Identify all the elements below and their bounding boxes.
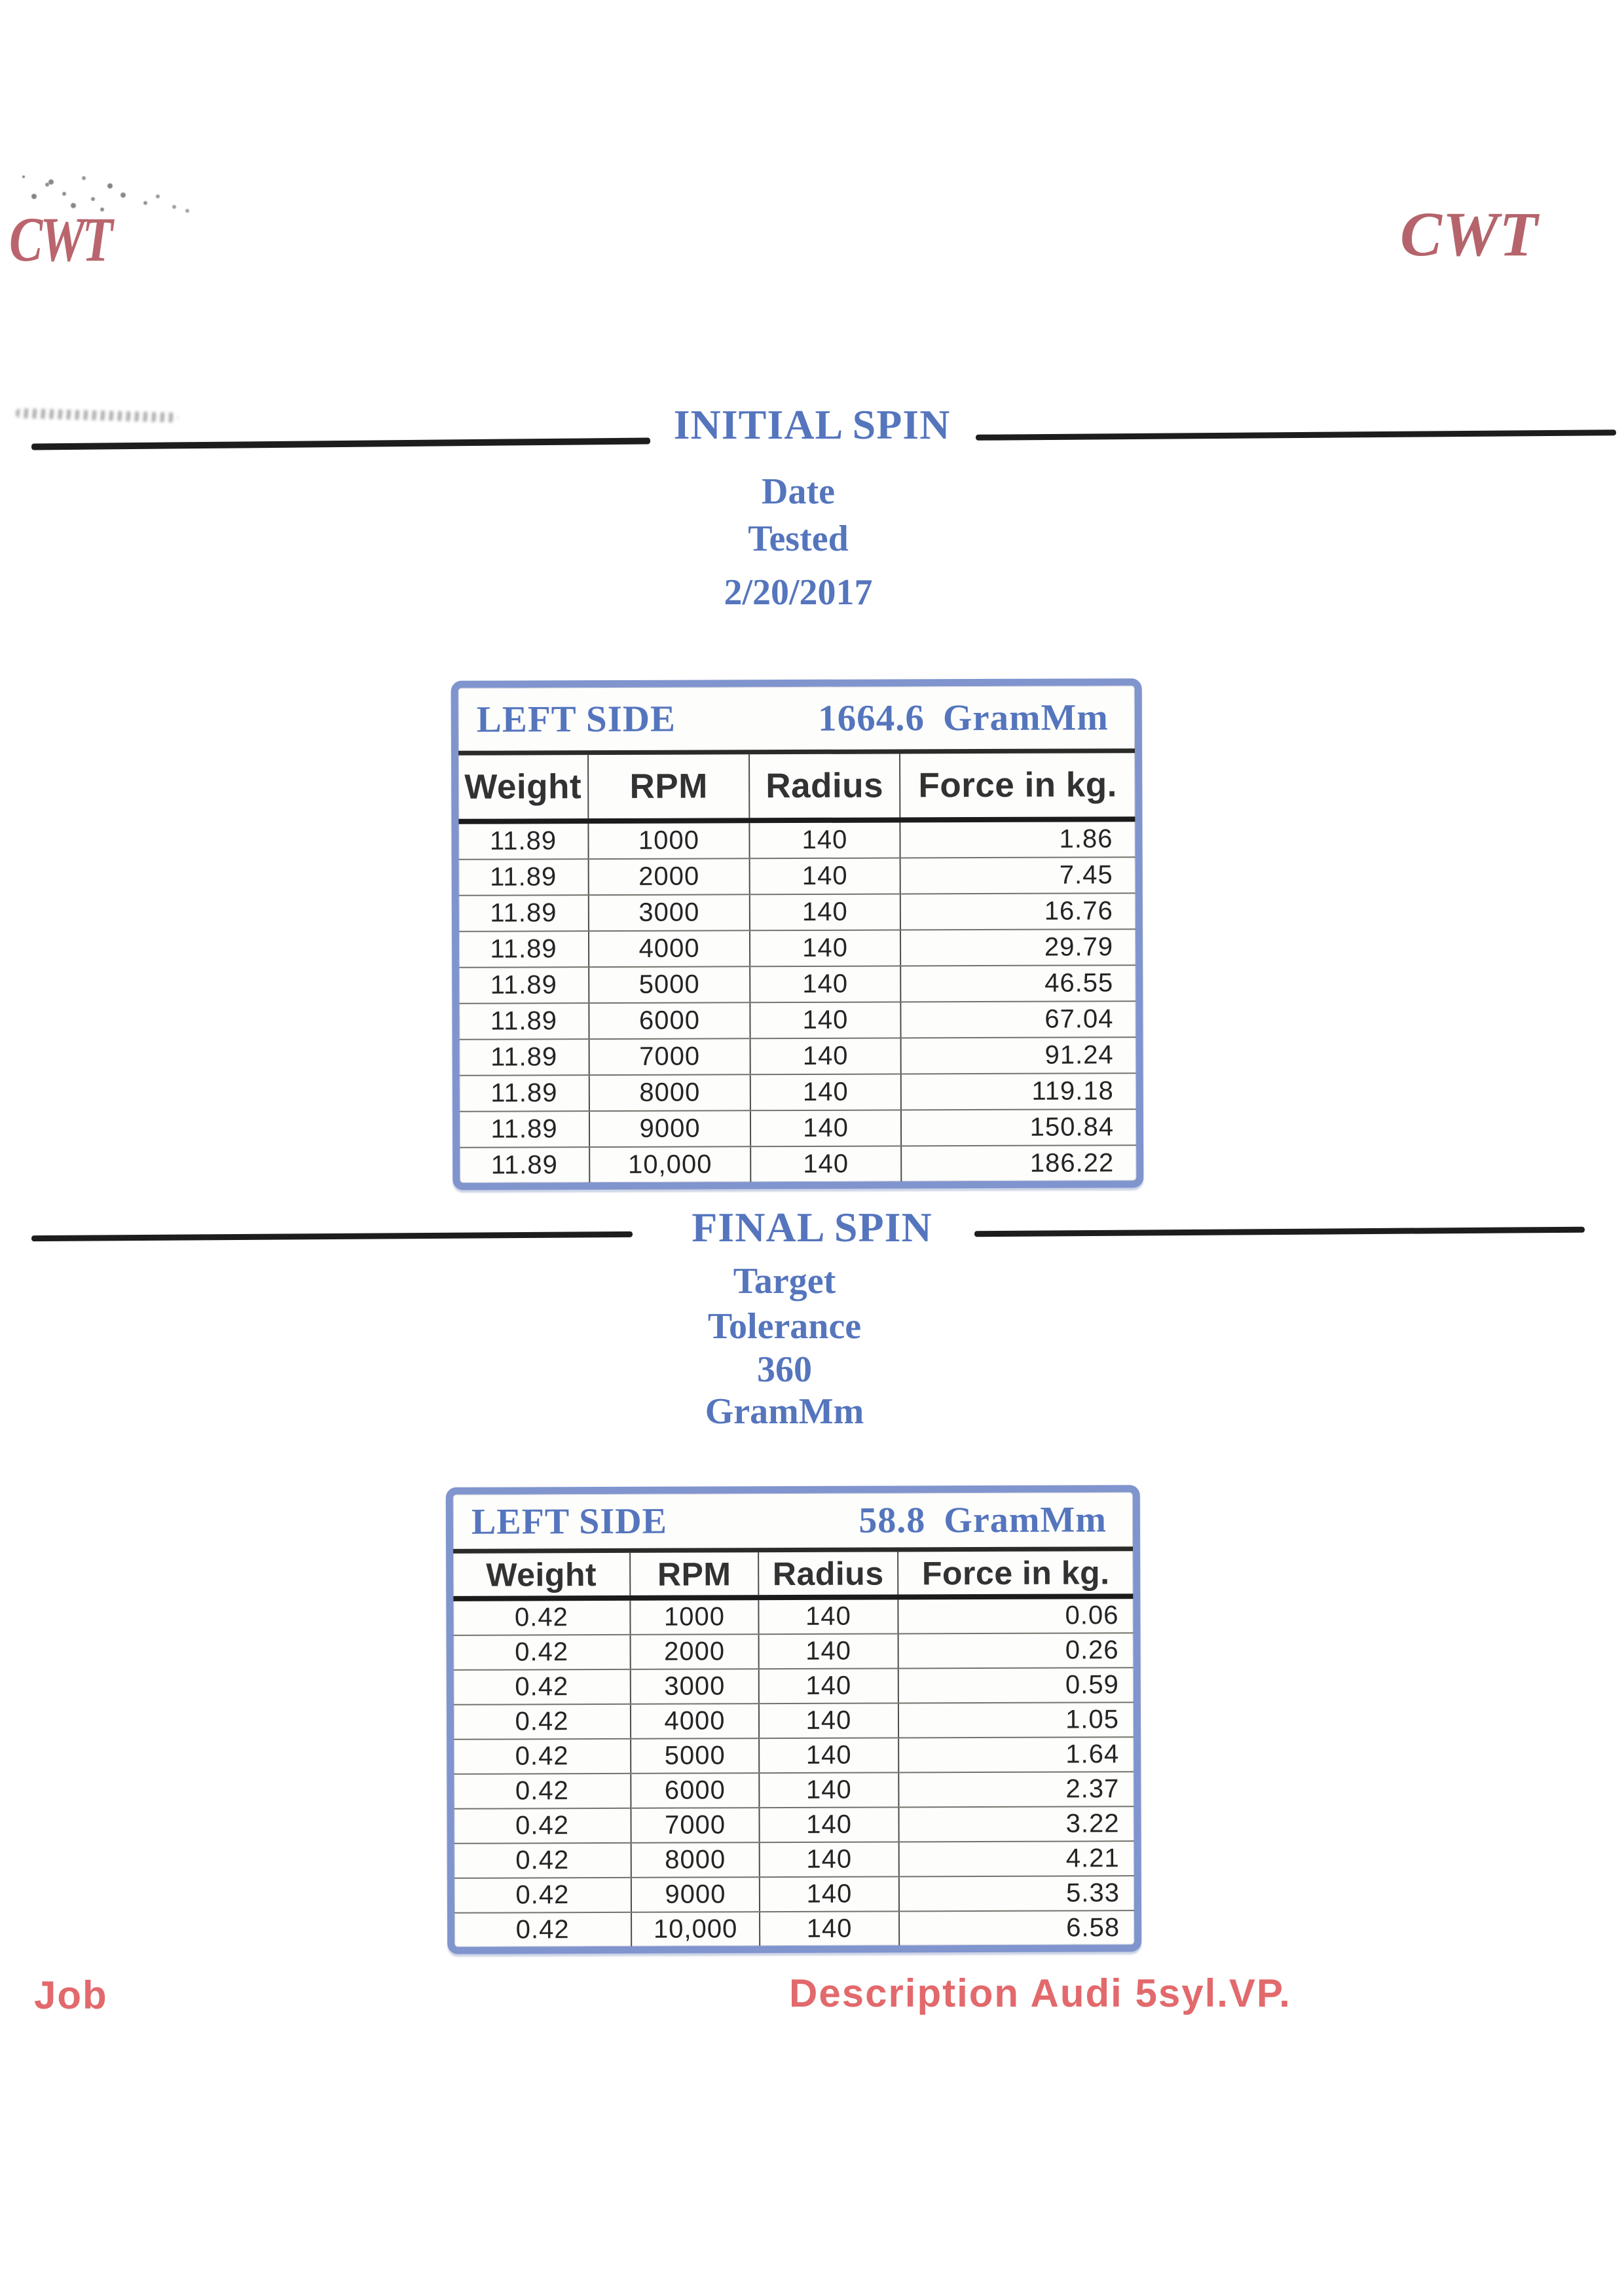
table-row bbox=[454, 1771, 1134, 1808]
cwt-logo-left: CWT bbox=[9, 204, 111, 274]
table-row bbox=[459, 964, 1135, 1003]
table-cell: 4000 bbox=[588, 931, 749, 966]
table-cell: 140 bbox=[759, 1877, 898, 1911]
column-header: Force in kg. bbox=[899, 753, 1135, 817]
column-header: Weight bbox=[464, 767, 582, 807]
table-cell: 29.79 bbox=[900, 930, 1135, 965]
table-row bbox=[460, 1072, 1136, 1111]
column-header: Force in kg. bbox=[897, 1551, 1133, 1594]
table-cell: 11.89 bbox=[489, 826, 557, 856]
table-cell: 5000 bbox=[588, 967, 749, 1002]
table-cell: 11.89 bbox=[490, 1042, 558, 1072]
table-cell: 0.42 bbox=[515, 1776, 569, 1806]
table-cell: 8000 bbox=[589, 1075, 750, 1110]
table-cell: 3000 bbox=[588, 895, 749, 930]
table-cell: 11.89 bbox=[490, 1078, 558, 1108]
table-row bbox=[454, 1806, 1134, 1843]
table-cell: 140 bbox=[758, 1599, 897, 1633]
table-row bbox=[454, 1840, 1134, 1878]
date-label: Date bbox=[762, 471, 835, 512]
table-cell: 140 bbox=[758, 1704, 898, 1738]
table-cell: 10,000 bbox=[589, 1147, 750, 1182]
table-row bbox=[459, 1000, 1135, 1039]
table-cell: 140 bbox=[749, 966, 900, 1002]
imbalance-value: 1664.6 bbox=[818, 697, 925, 739]
table-cell: 140 bbox=[758, 1808, 898, 1842]
table-row bbox=[454, 1632, 1134, 1669]
table-cell: 140 bbox=[758, 1773, 898, 1807]
table-cell: 11.89 bbox=[490, 1150, 558, 1180]
column-header: Radius bbox=[758, 1552, 897, 1595]
final-spin-heading: FINAL SPIN bbox=[692, 1204, 932, 1250]
table-row bbox=[460, 1144, 1136, 1183]
table-body bbox=[453, 1599, 1134, 1947]
table-cell: 2000 bbox=[588, 859, 749, 894]
column-header: RPM bbox=[587, 754, 748, 818]
table-cell: 0.59 bbox=[898, 1668, 1134, 1702]
table-cell: 140 bbox=[749, 930, 900, 966]
imbalance-value: 58.8 bbox=[858, 1499, 926, 1541]
column-header: Weight bbox=[486, 1556, 597, 1594]
tolerance-value: 360 bbox=[757, 1349, 812, 1390]
table-cell: 1.64 bbox=[898, 1738, 1134, 1772]
table-row bbox=[454, 1910, 1134, 1947]
initial-spin-table bbox=[451, 678, 1144, 1190]
final-spin-table bbox=[446, 1485, 1141, 1954]
table-cell: 140 bbox=[758, 1669, 898, 1703]
table-cell: 9000 bbox=[589, 1111, 750, 1146]
table-cell: 0.42 bbox=[515, 1637, 569, 1667]
target-label: Target bbox=[733, 1261, 836, 1302]
table-cell: 140 bbox=[750, 1074, 900, 1110]
table-cell: 6.58 bbox=[898, 1911, 1134, 1945]
table-cell: 4000 bbox=[630, 1704, 758, 1738]
cwt-logo-right: CWT bbox=[1400, 199, 1539, 269]
table-cell: 4.21 bbox=[898, 1842, 1134, 1876]
table-body bbox=[458, 822, 1136, 1183]
table-title-row bbox=[453, 1492, 1133, 1549]
table-cell: 0.42 bbox=[515, 1741, 569, 1771]
table-cell: 140 bbox=[758, 1738, 898, 1772]
table-cell: 11.89 bbox=[490, 1114, 558, 1144]
table-cell: 1.05 bbox=[898, 1703, 1134, 1737]
table-row bbox=[454, 1875, 1134, 1912]
table-cell: 0.42 bbox=[515, 1846, 570, 1875]
table-header-row bbox=[453, 1551, 1133, 1596]
table-cell: 9000 bbox=[631, 1878, 759, 1912]
table-cell: 140 bbox=[750, 1110, 900, 1146]
table-cell: 5.33 bbox=[898, 1876, 1134, 1910]
table-cell: 3.22 bbox=[898, 1807, 1134, 1841]
table-row bbox=[460, 1036, 1136, 1075]
table-cell: 11.89 bbox=[490, 1006, 558, 1036]
table-cell: 1000 bbox=[629, 1600, 758, 1634]
table-cell: 5000 bbox=[630, 1739, 758, 1773]
tolerance-unit: GramMm bbox=[705, 1391, 864, 1432]
imbalance-amount bbox=[818, 696, 1109, 739]
table-row bbox=[453, 1599, 1133, 1635]
table-cell: 140 bbox=[758, 1634, 898, 1668]
table-cell: 150.84 bbox=[900, 1110, 1136, 1145]
table-cell: 11.89 bbox=[490, 970, 557, 1000]
table-row bbox=[459, 928, 1135, 967]
table-cell: 140 bbox=[750, 1038, 900, 1074]
table-cell: 0.42 bbox=[515, 1707, 569, 1736]
table-cell: 11.89 bbox=[490, 898, 557, 928]
table-cell: 0.26 bbox=[898, 1633, 1134, 1667]
table-cell: 119.18 bbox=[900, 1074, 1136, 1109]
table-row bbox=[454, 1667, 1134, 1704]
table-cell: 2000 bbox=[630, 1635, 758, 1669]
side-label: LEFT SIDE bbox=[476, 698, 676, 740]
table-cell: 140 bbox=[759, 1912, 898, 1946]
table-cell: 0.42 bbox=[515, 1811, 570, 1840]
table-cell: 11.89 bbox=[490, 934, 557, 964]
table-cell: 16.76 bbox=[900, 894, 1135, 929]
table-header-row bbox=[458, 753, 1135, 819]
table-row bbox=[459, 856, 1135, 895]
table-cell: 0.42 bbox=[515, 1880, 570, 1910]
side-label: LEFT SIDE bbox=[471, 1501, 668, 1542]
table-cell: 140 bbox=[749, 858, 900, 894]
table-cell: 67.04 bbox=[900, 1002, 1135, 1037]
table-cell: 46.55 bbox=[900, 966, 1135, 1001]
table-cell: 140 bbox=[749, 894, 900, 930]
tested-date-value: 2/20/2017 bbox=[724, 572, 873, 613]
job-description: Description Audi 5syl.VP. bbox=[789, 1971, 1291, 2015]
table-cell: 140 bbox=[750, 1146, 900, 1182]
table-cell: 0.42 bbox=[515, 1915, 570, 1944]
job-label: Job bbox=[34, 1973, 108, 2017]
table-cell: 8000 bbox=[631, 1843, 759, 1877]
table-cell: 140 bbox=[759, 1842, 898, 1876]
table-cell: 11.89 bbox=[490, 862, 557, 892]
scan-speckles bbox=[22, 175, 25, 178]
imbalance-amount bbox=[858, 1501, 1107, 1539]
initial-spin-heading: INITIAL SPIN bbox=[673, 401, 951, 448]
table-cell: 3000 bbox=[630, 1669, 758, 1704]
table-cell: 0.42 bbox=[514, 1603, 568, 1632]
table-title-row bbox=[458, 685, 1135, 751]
column-header: RPM bbox=[629, 1552, 758, 1595]
table-cell: 7000 bbox=[630, 1808, 758, 1842]
imbalance-unit: GramMm bbox=[944, 1499, 1107, 1540]
table-cell: 0.42 bbox=[515, 1672, 569, 1702]
table-cell: 140 bbox=[748, 822, 899, 858]
table-cell: 2.37 bbox=[898, 1772, 1134, 1806]
table-cell: 7.45 bbox=[900, 858, 1135, 893]
imbalance-unit: GramMm bbox=[942, 696, 1109, 738]
column-header: Radius bbox=[748, 754, 899, 818]
table-row bbox=[454, 1736, 1134, 1774]
table-cell: 6000 bbox=[588, 1003, 749, 1038]
table-cell: 10,000 bbox=[631, 1912, 759, 1946]
table-row bbox=[458, 822, 1135, 859]
table-cell: 6000 bbox=[630, 1774, 758, 1808]
tested-label: Tested bbox=[748, 519, 849, 559]
table-cell: 1.86 bbox=[899, 822, 1135, 857]
table-row bbox=[460, 1108, 1136, 1147]
table-cell: 7000 bbox=[589, 1039, 750, 1074]
table-cell: 1000 bbox=[587, 823, 748, 858]
table-row bbox=[459, 892, 1135, 931]
table-cell: 140 bbox=[749, 1002, 900, 1038]
tolerance-label: Tolerance bbox=[707, 1306, 862, 1347]
table-cell: 91.24 bbox=[900, 1038, 1136, 1073]
table-cell: 0.06 bbox=[897, 1599, 1133, 1633]
table-row bbox=[454, 1702, 1134, 1739]
table-cell: 186.22 bbox=[900, 1146, 1136, 1181]
